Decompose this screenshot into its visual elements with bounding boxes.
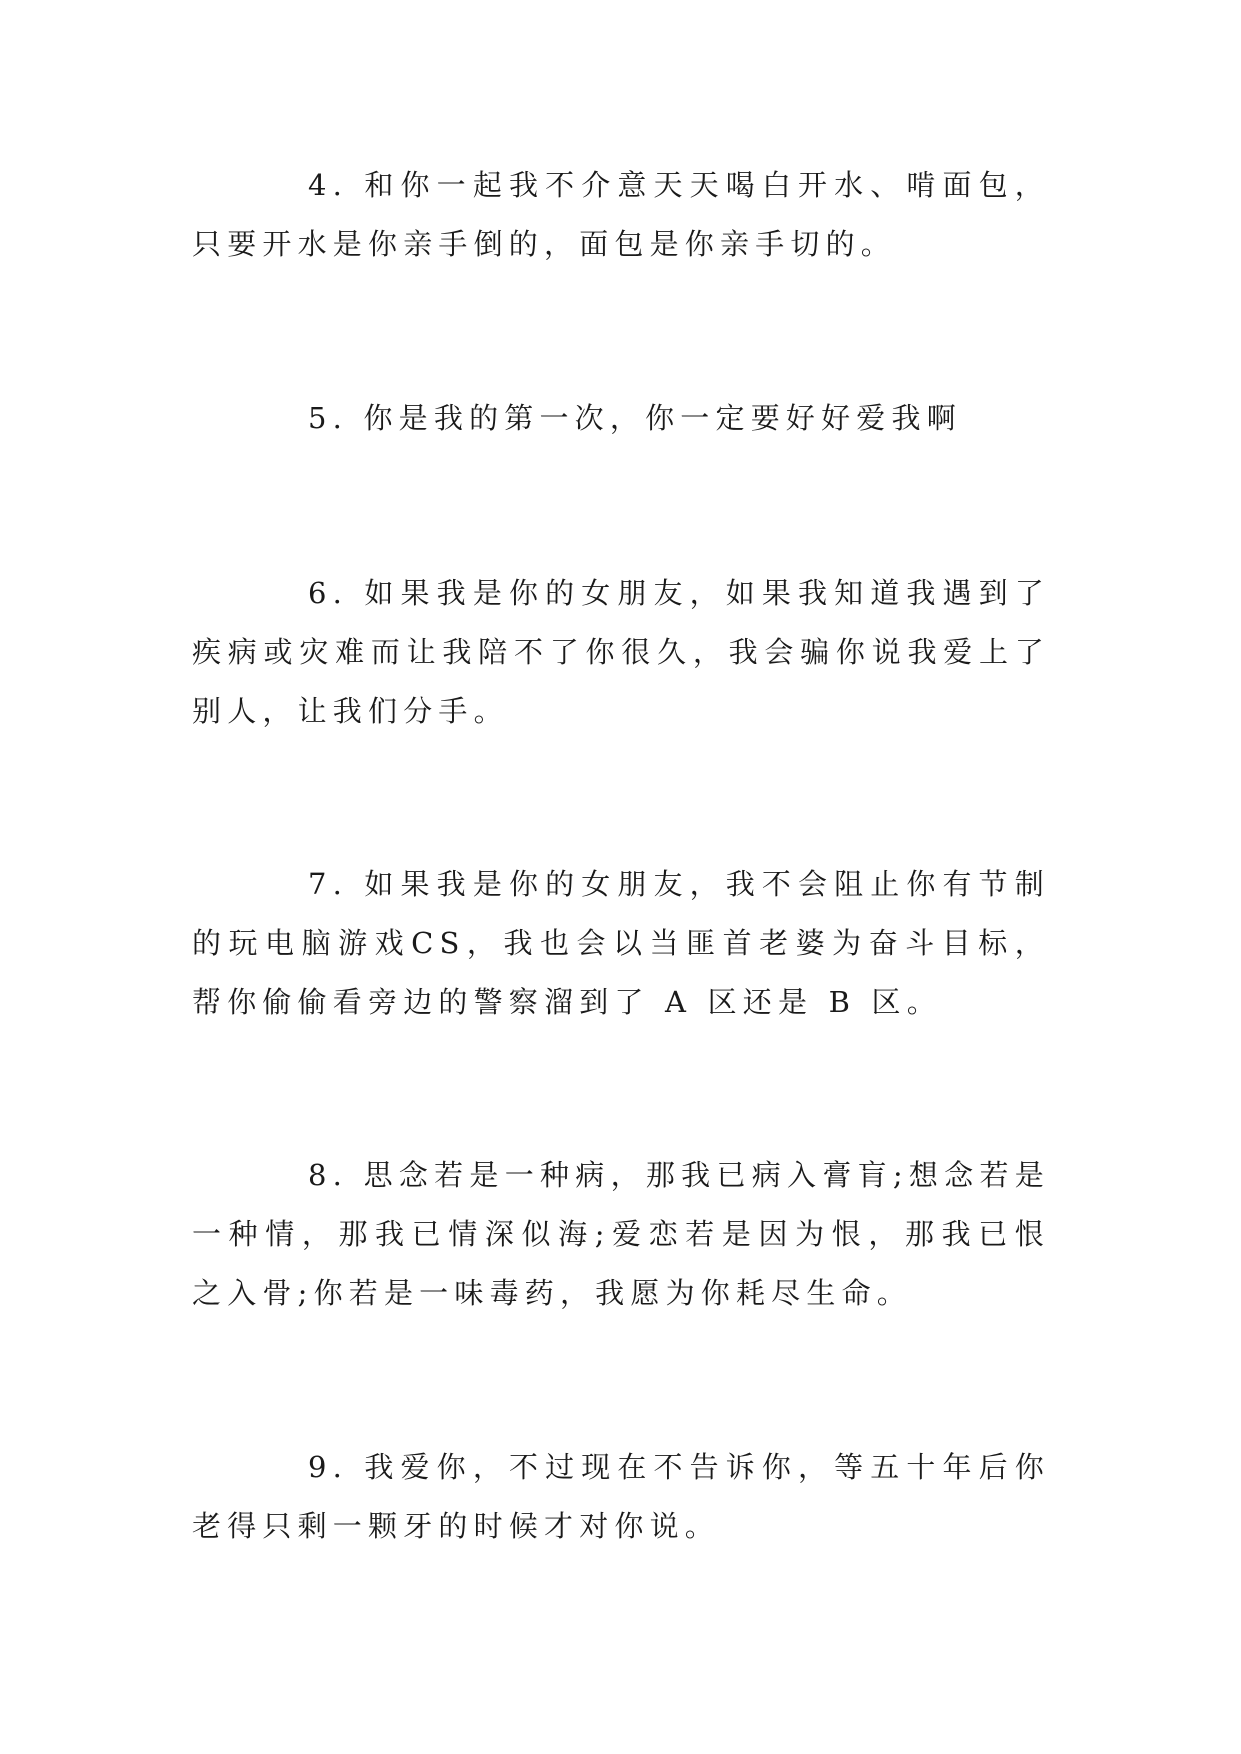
paragraph-item-6: 6. 如果我是你的女朋友，如果我知道我遇到了疾病或灾难而让我陪不了你很久，我会骗你说我爱上了别人，让我们分手。 xyxy=(192,576,1050,728)
paragraph-item-9: 9. 我爱你，不过现在不告诉你，等五十年后你老得只剩一颗牙的时候才对你说。 xyxy=(192,1450,1050,1543)
paragraph-item-7: 7. 如果我是你的女朋友，我不会阻止你有节制的玩电脑游戏CS，我也会以当匪首老婆为奋斗目标，帮你偷偷看旁边的警察溜到了 A 区还是 B 区。 xyxy=(192,867,1050,1019)
paragraph-item-5: 5. 你是我的第一次，你一定要好好爱我啊 xyxy=(308,401,962,435)
paragraph-item-8: 8. 思念若是一种病，那我已病入膏肓;想念若是一种情，那我已情深似海;爱恋若是因为恨，那我已恨之入骨;你若是一味毒药，我愿为你耗尽生命。 xyxy=(192,1158,1050,1310)
paragraph-item-4: 4. 和你一起我不介意天天喝白开水、啃面包，只要开水是你亲手倒的，面包是你亲手切的。 xyxy=(192,168,1050,261)
